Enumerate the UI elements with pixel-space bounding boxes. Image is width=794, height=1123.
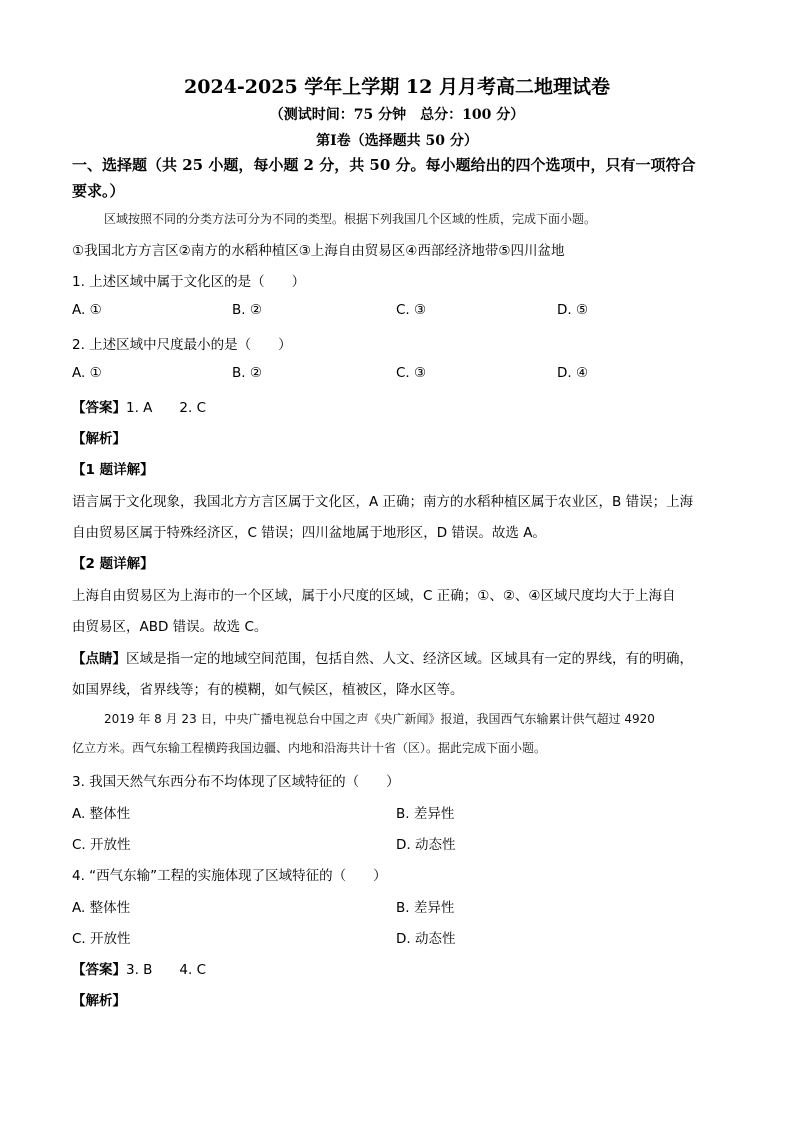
note-line1 (72, 647, 693, 667)
page-title: 2024-2025 学年上学期 12 月月考高二地理试卷 (184, 76, 610, 98)
group1-intro: 区域按照不同的分类方法可分为不同的类型。根据下列我国几个区域的性质，完成下面小题。 (104, 212, 597, 226)
q2-option-d: D. ④ (557, 365, 589, 381)
part-heading-line1: 一、选择题（共 25 小题，每小题 2 分，共 50 分。每小题给出的四个选项中，只有一项符合 (72, 156, 696, 174)
group1-answer (72, 396, 206, 416)
q3-option-a: A. 整体性 (72, 806, 131, 822)
group2-intro-line1: 2019 年 8 月 23 日，中央广播电视总台中国之声《央广新闻》报道，我国西气东输累计供气超过 4920 (104, 712, 655, 726)
q3-option-c: C. 开放性 (72, 837, 131, 853)
q2-detail-tag: 【2 题详解】 (72, 556, 154, 572)
q1-detail-tag: 【1 题详解】 (72, 462, 154, 478)
q3-stem: 3. 我国天然气东西分布不均体现了区域特征的（ ） (72, 774, 400, 790)
q2-option-b: B. ② (232, 365, 262, 381)
answer-text: 3. B 4. C (126, 962, 207, 978)
answer-tag: 【答案】 (72, 962, 126, 978)
group2-analysis-tag: 【解析】 (72, 993, 126, 1009)
q1-option-a: A. ① (72, 302, 102, 318)
note-line2: 如国界线，省界线等；有的模糊，如气候区，植被区，降水区等。 (72, 682, 464, 698)
q2-stem: 2. 上述区域中尺度最小的是（ ） (72, 337, 292, 353)
section-title: 第Ⅰ卷（选择题共 50 分） (316, 133, 478, 149)
q1-option-d: D. ⑤ (557, 302, 589, 318)
exam-info: （测试时间：75 分钟 总分：100 分） (269, 107, 525, 123)
q2-detail-line1: 上海自由贸易区为上海市的一个区域，属于小尺度的区域，C 正确；①、②、④区域尺度均大于上海自 (72, 588, 676, 604)
group1-items: ①我国北方方言区②南方的水稻种植区③上海自由贸易区④西部经济地带⑤四川盆地 (72, 243, 565, 259)
q2-option-c: C. ③ (396, 365, 427, 381)
q2-detail-line2: 由贸易区，ABD 错误。故选 C。 (72, 619, 268, 635)
q3-option-d: D. 动态性 (396, 837, 456, 853)
answer-text: 1. A 2. C (126, 400, 207, 416)
q1-option-b: B. ② (232, 302, 262, 318)
q4-option-b: B. 差异性 (396, 900, 455, 916)
q4-option-d: D. 动态性 (396, 931, 456, 947)
q1-detail-line2: 自由贸易区属于特殊经济区，C 错误；四川盆地属于地形区，D 错误。故选 A。 (72, 525, 546, 541)
note-tag: 【点睛】 (72, 651, 126, 667)
q1-option-c: C. ③ (396, 302, 427, 318)
q2-option-a: A. ① (72, 365, 102, 381)
q4-option-c: C. 开放性 (72, 931, 131, 947)
part-heading-line2: 要求。） (72, 182, 125, 200)
group2-answer (72, 958, 206, 978)
q1-detail-line1: 语言属于文化现象，我国北方方言区属于文化区，A 正确；南方的水稻种植区属于农业区，B 错误；上海 (72, 494, 694, 510)
q1-stem: 1. 上述区域中属于文化区的是（ ） (72, 274, 306, 290)
q4-stem: 4. “西气东输”工程的实施体现了区域特征的（ ） (72, 868, 387, 884)
answer-tag: 【答案】 (72, 400, 126, 416)
q3-option-b: B. 差异性 (396, 806, 455, 822)
q4-option-a: A. 整体性 (72, 900, 131, 916)
note-text: 区域是指一定的地域空间范围，包括自然、人文、经济区域。区域具有一定的界线，有的明确， (126, 651, 693, 667)
group1-analysis-tag: 【解析】 (72, 431, 126, 447)
group2-intro-line2: 亿立方米。西气东输工程横跨我国边疆、内地和沿海共计十省（区）。据此完成下面小题。 (72, 741, 547, 755)
